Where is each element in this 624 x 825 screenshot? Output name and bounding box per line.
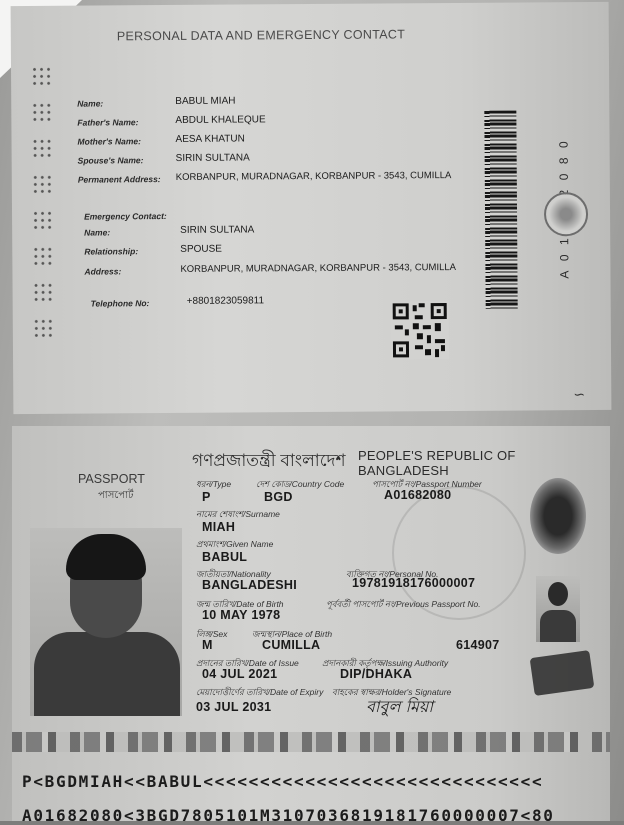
label-personal-number: ব্যক্তিগত নং/Personal No. <box>346 569 439 579</box>
label-spouse: Spouse's Name: <box>77 155 144 166</box>
value-name: BABUL MIAH <box>175 95 236 107</box>
value-given-name: BABUL <box>202 550 248 564</box>
label-emergency-contact: Emergency Contact: <box>84 211 167 222</box>
label-holder-signature: বাহকের স্বাক্ষর/Holder's Signature <box>332 687 452 697</box>
value-place-code: 614907 <box>456 638 500 652</box>
country-name-bengali: গণপ্রজাতন্ত্রী বাংলাদেশ <box>192 451 346 470</box>
label-mother: Mother's Name: <box>77 136 142 147</box>
qr-code-icon <box>391 301 449 359</box>
label-name: Name: <box>77 98 104 109</box>
label-emergency-name: Name: <box>84 227 111 238</box>
value-issuing-authority: DIP/DHAKA <box>340 667 413 681</box>
government-seal-icon <box>544 192 588 236</box>
label-previous-passport: পূর্ববর্তী পাসপোর্ট নং/Previous Passport No. <box>326 599 481 609</box>
country-name-english: PEOPLE'S REPUBLIC OF BANGLADESH <box>358 448 516 478</box>
value-nationality: BANGLADESHI <box>202 578 297 592</box>
ghost-photo-small <box>536 576 580 642</box>
passport-title-bengali: পাসপোর্ট <box>98 490 134 501</box>
value-relationship: SPOUSE <box>180 243 223 255</box>
label-passport-number: পাসপোর্ট নং/Passport Number <box>372 479 482 489</box>
page-corner-mark-icon: ∽ <box>573 386 586 403</box>
label-father: Father's Name: <box>77 117 139 128</box>
value-personal-number: 19781918176000007 <box>352 576 476 590</box>
value-surname: MIAH <box>202 520 236 534</box>
value-emergency-address: KORBANPUR, MURADNAGAR, KORBANPUR - 3543, CUMILLA <box>180 261 457 275</box>
value-telephone: +8801823059811 <box>186 295 265 307</box>
value-date-of-issue: 04 JUL 2021 <box>202 667 278 681</box>
holder-photo <box>30 528 182 716</box>
value-country-code: BGD <box>264 490 293 504</box>
value-mother: AESA KHATUN <box>175 133 245 145</box>
label-date-of-expiry: মেয়াদোত্তীর্ণের তারিখ/Date of Expiry <box>196 687 324 697</box>
label-country-code: দেশ কোড/Country Code <box>256 479 345 489</box>
passport-title: PASSPORT <box>78 472 145 486</box>
label-sex: লিঙ্গ/Sex <box>196 629 228 639</box>
value-spouse: SIRIN SULTANA <box>175 152 250 164</box>
value-passport-number: A01682080 <box>384 488 452 502</box>
value-permanent-address: KORBANPUR, MURADNAGAR, KORBANPUR - 3543, CUMILLA <box>175 170 452 183</box>
label-relationship: Relationship: <box>84 246 139 257</box>
personal-data-page <box>11 2 612 414</box>
value-type: P <box>202 490 211 504</box>
perforation-dots <box>31 66 61 366</box>
label-permanent-address: Permanent Address: <box>77 174 161 185</box>
security-strip <box>12 732 610 752</box>
label-date-of-birth: জন্ম তারিখ/Date of Birth <box>196 599 284 609</box>
label-surname: নামের শেষাংশ/Surname <box>196 509 280 519</box>
label-given-name: প্রথমাংশ/Given Name <box>196 539 274 549</box>
label-emergency-address: Address: <box>84 266 122 277</box>
data-page-title: PERSONAL DATA AND EMERGENCY CONTACT <box>116 27 406 44</box>
label-place-of-birth: জন্মস্থান/Place of Birth <box>252 629 333 639</box>
vertical-barcode <box>484 111 517 309</box>
passport-bio-page <box>12 426 610 825</box>
value-date-of-expiry: 03 JUL 2031 <box>196 700 272 714</box>
value-sex: M <box>202 638 213 652</box>
holder-signature: বাবুল মিয়া <box>366 697 433 716</box>
value-place-of-birth: CUMILLA <box>262 638 321 652</box>
value-father: ABDUL KHALEQUE <box>175 114 266 126</box>
label-nationality: জাতীয়তা/Nationality <box>196 569 271 579</box>
ghost-photo-oval <box>530 478 586 554</box>
label-date-of-issue: প্রদানের তারিখ/Date of Issue <box>196 658 299 668</box>
label-type: ধরন/Type <box>196 479 232 489</box>
label-telephone: Telephone No: <box>90 298 150 309</box>
value-emergency-name: SIRIN SULTANA <box>180 224 255 236</box>
label-issuing-authority: প্রদানকারী কর্তৃপক্ষ/Issuing Authority <box>322 658 449 668</box>
mrz-line-1: P<BGDMIAH<<BABUL<<<<<<<<<<<<<<<<<<<<<<<<<<<<<< <box>22 772 544 791</box>
ghost-signature-image <box>530 650 595 696</box>
mrz-line-2: A01682080<3BGD7805101M3107036819181760000007<80 <box>22 806 555 825</box>
value-date-of-birth: 10 MAY 1978 <box>202 608 281 622</box>
